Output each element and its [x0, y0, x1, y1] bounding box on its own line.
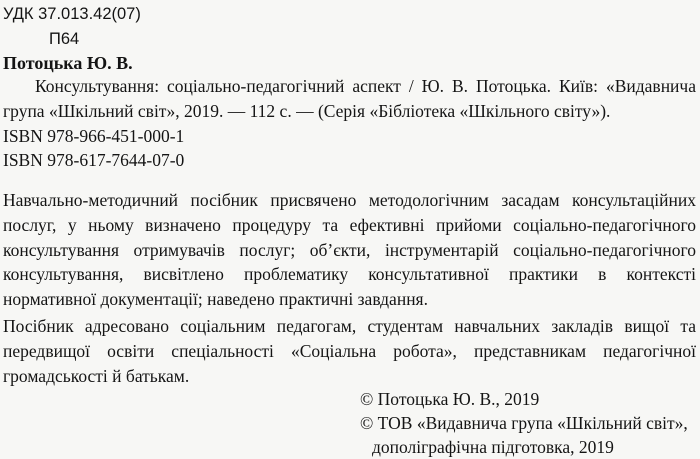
udc-code: УДК 37.013.42(07)	[3, 5, 141, 23]
copyright-prepress: дополіграфічна підготовка, 2019	[372, 437, 614, 457]
annotation-paragraph-2: Посібник адресовано соціальним педагогам, студентам навчальних закладів вищої та передвищої освіти спеціальності «Соціальна робота», представникам педагогічної громадськості й батькам.	[3, 316, 696, 386]
isbn-1: ISBN 978-966-451-000-1	[3, 126, 185, 146]
copyright-author: © Потоцька Ю. В., 2019	[360, 389, 540, 409]
annotation-paragraph-1: Навчально-методичний посібник присвячено методологічним засадам консультаційних послуг, у ньому визначено процедуру та ефективні прийоми соціально-педагогічного консультування отримувачів послуг; об’єкти, інструментарій соціально-педагогічного консультування, висвітлено проблематику консультативної практики в контексті нормативної документації; наведено практичні завдання.	[3, 190, 696, 310]
isbn-2: ISBN 978-617-7644-07-0	[3, 150, 185, 170]
copyright-publisher: © ТОВ «Видавнича група «Шкільний світ»,	[360, 413, 688, 433]
bibliographic-description: Консультування: соціально-педагогічний аспект / Ю. В. Потоцька. Київ: «Видавнича група «Шкільний світ», 2019. — 112 с. — (Серія «Бібліотека «Шкільного світу»).	[3, 76, 696, 121]
author-name: Потоцька Ю. В.	[3, 53, 133, 73]
author-code: П64	[49, 30, 80, 48]
